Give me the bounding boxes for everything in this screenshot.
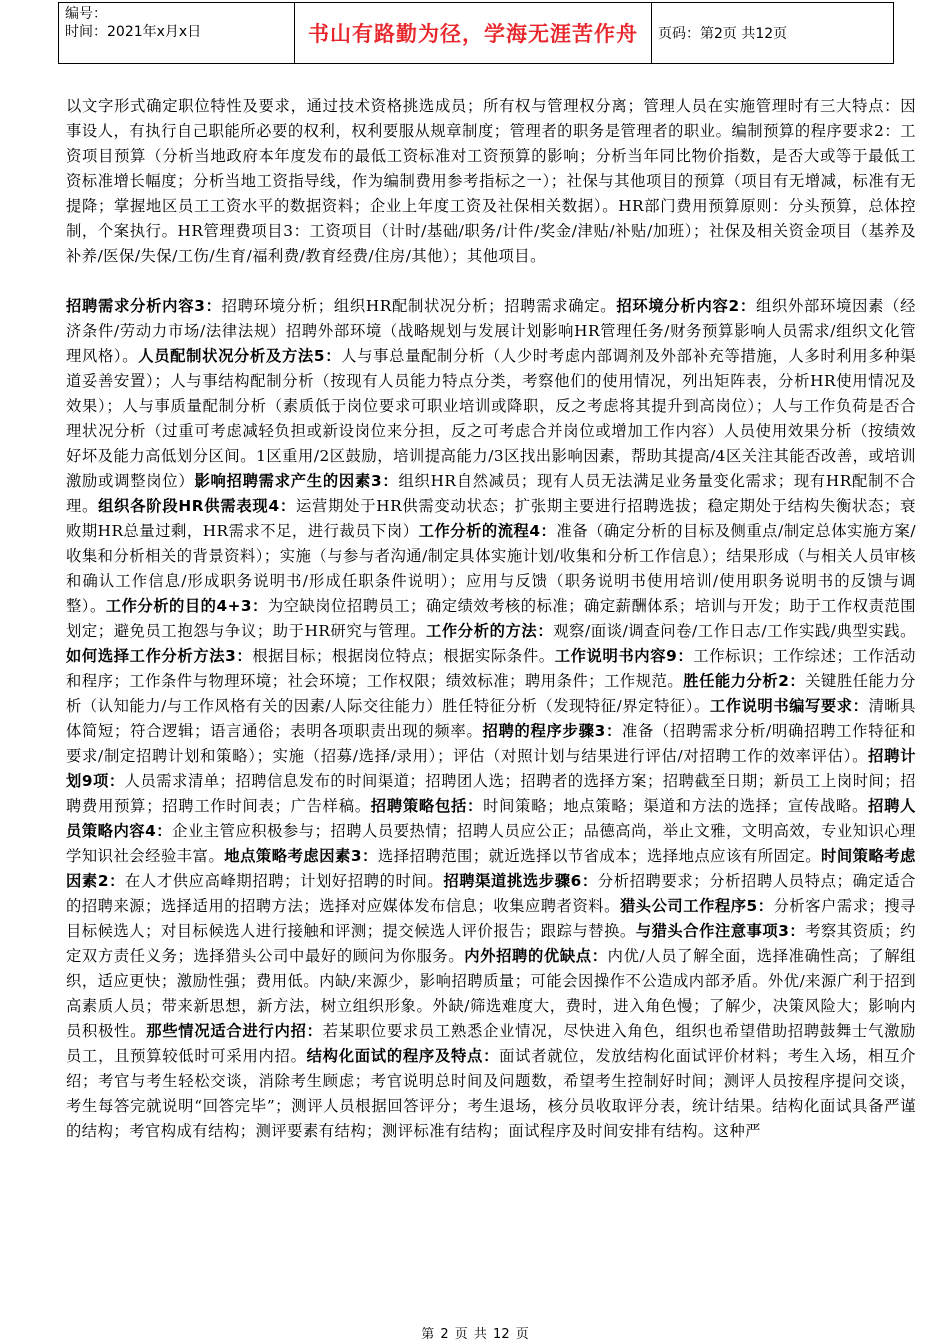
text: 组织外部环境因素（经济条件/劳动力市场/法律法规）招聘外部环境（战略规划与发展计划影响HR管理任务/财务预算影响人员需求/组织文化管理风格）。 bbox=[66, 297, 916, 365]
page-header bbox=[58, 2, 894, 64]
heading: 招聘的程序步骤3： bbox=[482, 722, 622, 740]
text: 准备（确定分析的目标及侧重点/制定总体实施方案/收集和分析相关的背景资料）；实施（与参与者沟通/制定具体实施计划/收集和分析工作信息）；结果形成（与相关人员审核和确认工作信息/形成职务说明书/形成任职条件说明）；应用与反馈（职务说明书使用培训/使用职务说明书的反馈与调整）。 bbox=[66, 522, 916, 615]
text: 选择招聘范围；就近选择以节省成本；选择地点应该有所固定。 bbox=[377, 847, 822, 865]
heading: 工作分析的流程4： bbox=[418, 522, 557, 540]
text: 为空缺岗位招聘员工；确定绩效考核的标准；确定薪酬体系；培训与开发；助于工作权责范围划定；避免员工抱怨与争议；助于HR研究与管理。 bbox=[66, 597, 916, 640]
heading: 招聘人员策略内容4： bbox=[66, 797, 916, 840]
text: 招聘环境分析；组织HR配制状况分析；招聘需求确定。 bbox=[221, 297, 617, 315]
heading: 与猎头合作注意事项3： bbox=[635, 922, 806, 940]
text: 在人才供应高峰期招聘；计划好招聘的时间。 bbox=[125, 872, 444, 890]
heading: 影响招聘需求产生的因素3： bbox=[194, 472, 399, 490]
text: 工作标识；工作综述；工作活动和程序；工作条件与物理环境；社会环境；工作权限；绩效标准；聘用条件；工作规范。 bbox=[66, 647, 916, 690]
text: 分析客户需求；搜寻目标候选人；对目标候选人进行接触和评测；提交候选人评价报告；跟踪与替换。 bbox=[66, 897, 916, 940]
text: 组织HR自然减员；现有人员无法满足业务量变化需求；现有HR配制不合理。 bbox=[66, 472, 916, 515]
paragraph-recruitment bbox=[66, 294, 916, 1144]
text: 面试者就位，发放结构化面试评价材料；考生入场，相互介绍；考官与考生轻松交谈，消除考生顾虑；考官说明总时间及问题数，希望考生控制好时间；测评人员按程序提问交谈，考生每答完就说明“回答完毕”；测评人员根据回答评分；考生退场，核分员收取评分表，统计结果。结构化面试具备严谨的结构；考官构成有结构；测评要素有结构；测评标准有结构；面试程序及时间安排有结构。这种严 bbox=[66, 1047, 916, 1140]
text: 人与事总量配制分析（人少时考虑内部调剂及外部补充等措施，人多时利用多种渠道妥善安置）；人与事结构配制分析（按现有人员能力特点分类，考察他们的使用情况，列出矩阵表，分析HR使用情况及效果）；人与事质量配制分析（素质低于岗位要求可职业培训或降职，反之考虑将其提升到高岗位）；人与工作负荷是否合理状况分析（过重可考虑减轻负担或新设岗位来分担，反之可考虑合并岗位或增加工作内容）人员使用效果分析（按绩效好坏及能力高低划分区间。1区重用/2区鼓励，培训提高能力/3区找出影响因素，帮助其提高/4区关注其能否改善，或培训激励或调整岗位） bbox=[66, 347, 916, 490]
text: 人员需求清单；招聘信息发布的时间渠道；招聘团人选；招聘者的选择方案；招聘截至日期；新员工上岗时间；招聘费用预算；招聘工作时间表；广告样稿。 bbox=[66, 772, 916, 815]
heading: 工作说明书内容9： bbox=[554, 647, 694, 665]
heading: 招聘计划9项： bbox=[66, 747, 916, 790]
heading: 猎头公司工作程序5： bbox=[619, 897, 774, 915]
text: 观察/面谈/调查问卷/工作日志/工作实践/典型实践。 bbox=[553, 622, 916, 640]
heading: 时间策略考虑因素2： bbox=[66, 847, 916, 890]
heading: 工作分析的目的4+3： bbox=[105, 597, 268, 615]
document-date-label: 时间：2021年x月x日 bbox=[65, 24, 202, 40]
text: 分析招聘要求；分析招聘人员特点；确定适合的招聘来源；选择适用的招聘方法；选择对应媒体发布信息；收集应聘者资料。 bbox=[66, 872, 916, 915]
heading: 胜任能力分析2： bbox=[683, 672, 806, 690]
heading: 招聘渠道挑选步骤6： bbox=[443, 872, 598, 890]
text: 清晰具体简短；符合逻辑；语言通俗；表明各项职责出现的频率。 bbox=[66, 697, 916, 740]
heading: 内外招聘的优缺点： bbox=[464, 947, 608, 965]
text: 时间策略；地点策略；渠道和方法的选择；宣传战略。 bbox=[483, 797, 869, 815]
heading: 人员配制状况分析及方法5： bbox=[138, 347, 342, 365]
heading: 如何选择工作分析方法3： bbox=[66, 647, 253, 665]
paragraph-budget: 以文字形式确定职位特性及要求，通过技术资格挑选成员；所有权与管理权分离；管理人员在实施管理时有三大特点：因事设人，有执行自己职能所必要的权利，权利要服从规章制度；管理者的职务是管理者的职业。编制预算的程序要求2：工资项目预算（分析当地政府本年度发布的最低工资标准对工资预算的影响；分析当年同比物价指数，是否大或等于最低工资标准增长幅度；分析当地工资指导线，作为编制费用参考指标之一）；社保与其他项目的预算（项目有无增减，标准有无提降；掌握地区员工工资水平的数据资料；企业上年度工资及社保相关数据）。HR部门费用预算原则：分头预算，总体控制，个案执行。HR管理费项目3：工资项目（计时/基础/职务/计件/奖金/津贴/补贴/加班）；社保及相关资金项目（基养及补养/医保/失保/工伤/生育/福利费/教育经费/住房/其他）；其他项目。 bbox=[66, 97, 916, 265]
heading: 那些情况适合进行内招： bbox=[146, 1022, 323, 1040]
heading: 组织各阶段HR供需表现4： bbox=[98, 497, 296, 515]
heading: 招聘策略包括： bbox=[370, 797, 484, 815]
text: 关键胜任能力分析（认知能力/与工作风格有关的因素/人际交往能力）胜任特征分析（发现特征/界定特征）。 bbox=[66, 672, 916, 715]
heading: 结构化面试的程序及特点： bbox=[306, 1047, 500, 1065]
text: 若某职位要求员工熟悉企业情况，尽快进入角色，组织也希望借助招聘鼓舞士气激励员工，且预算较低时可采用内招。 bbox=[66, 1022, 916, 1065]
text: 内优/人员了解全面，选择准确性高；了解组织，适应更快；激励性强；费用低。内缺/来源少，影响招聘质量；可能会因操作不公造成内部矛盾。外优/来源广利于招到高素质人员；带来新思想，新方法，树立组织形象。外缺/筛选难度大，费时，进入角色慢；了解少，决策风险大；影响内员积极性。 bbox=[66, 947, 916, 1040]
document-body bbox=[66, 94, 916, 1144]
document-number-label: 编号： bbox=[65, 6, 107, 22]
heading: 工作说明书编写要求： bbox=[709, 697, 869, 715]
heading: 工作分析的方法： bbox=[426, 622, 554, 640]
text: 运营期处于HR供需变动状态；扩张期主要进行招聘选拔；稳定期处于结构失衡状态；衰败期HR总量过剩，HR需求不足，进行裁员下岗） bbox=[66, 497, 916, 540]
page-footer: 第 2 页 共 12 页 bbox=[421, 1327, 529, 1342]
text: 准备（招聘需求分析/明确招聘工作特征和要求/制定招聘计划和策略）；实施（招募/选择/录用）；评估（对照计划与结果进行评估/对招聘工作的效率评估）。 bbox=[66, 722, 916, 765]
text: 根据目标；根据岗位特点；根据实际条件。 bbox=[252, 647, 555, 665]
header-motto: 书山有路勤为径，学海无涯苦作舟 bbox=[295, 3, 652, 63]
heading: 招聘需求分析内容3： bbox=[66, 297, 222, 315]
header-meta bbox=[59, 3, 295, 63]
text: 企业主管应积极参与；招聘人员要热情；招聘人员应公正；品德高尚，举止文雅，文明高效，专业知识心理学知识社会经验丰富。 bbox=[66, 822, 916, 865]
heading: 地点策略考虑因素3： bbox=[224, 847, 378, 865]
header-page-number: 页码：第2页 共12页 bbox=[658, 26, 788, 42]
text: 考察其资质；约定双方责任义务；选择猎头公司中最好的顾问为你服务。 bbox=[66, 922, 916, 965]
heading: 招环境分析内容2： bbox=[616, 297, 756, 315]
